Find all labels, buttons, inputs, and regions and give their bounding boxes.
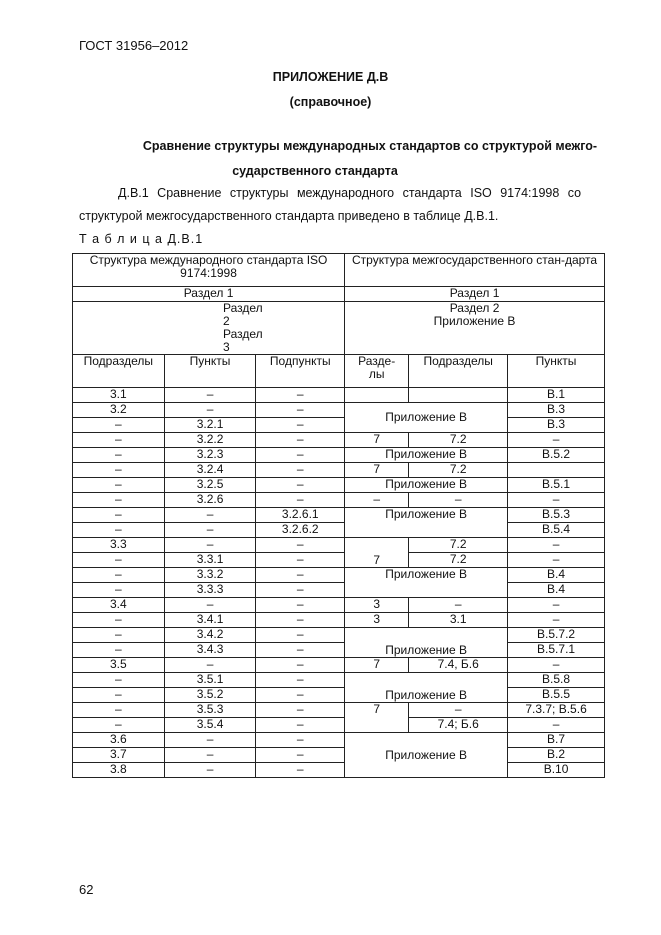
cell: –	[73, 553, 165, 568]
cell: –	[256, 583, 345, 598]
cell: –	[164, 733, 256, 748]
cell: 3.5.3	[164, 703, 256, 718]
table-head-row	[73, 302, 605, 355]
cell: –	[256, 733, 345, 748]
cell: –	[73, 508, 165, 523]
cell: Приложение В	[345, 403, 508, 433]
table-head-row	[73, 287, 605, 302]
table-row	[73, 388, 605, 403]
table-row	[73, 703, 605, 718]
cell: –	[73, 583, 165, 598]
table-row	[73, 538, 605, 553]
table-row	[73, 733, 605, 748]
cell: –	[73, 418, 165, 433]
intl-sections-2-3: Раздел 2 Раздел 3	[73, 302, 345, 355]
cell: 3.5.4	[164, 718, 256, 733]
cell: 3.3	[73, 538, 165, 553]
cell: В.5.4	[508, 523, 605, 538]
cell: Приложение В	[345, 508, 508, 538]
table-row	[73, 418, 605, 433]
cell: –	[256, 763, 345, 778]
table-row	[73, 508, 605, 523]
cell: В.4	[508, 568, 605, 583]
cell: –	[73, 478, 165, 493]
cell: В.5.7.1	[508, 643, 605, 658]
cell: 3.1	[409, 613, 508, 628]
cell: –	[73, 523, 165, 538]
cell: –	[256, 568, 345, 583]
cell: 3.2.4	[164, 463, 256, 478]
table-row	[73, 673, 605, 688]
cell: –	[508, 553, 605, 568]
table-row	[73, 643, 605, 658]
cell: 3.2	[73, 403, 165, 418]
cell: –	[345, 493, 409, 508]
table-row	[73, 403, 605, 418]
cell: 3.2.1	[164, 418, 256, 433]
cell: В.5.7.2	[508, 628, 605, 643]
cell: 3.2.6.2	[256, 523, 345, 538]
table-head-row	[73, 254, 605, 287]
cell: 3.2.5	[164, 478, 256, 493]
cell: Приложение В	[345, 448, 508, 463]
cell: –	[164, 523, 256, 538]
cell: 7.4, Б.6	[409, 658, 508, 673]
cell: –	[73, 493, 165, 508]
cell: –	[164, 508, 256, 523]
appendix-subtitle: (справочное)	[289, 95, 372, 109]
col-points: Пункты	[164, 355, 256, 388]
cell: В.10	[508, 763, 605, 778]
table-row	[73, 613, 605, 628]
cell: –	[508, 718, 605, 733]
cell: В.2	[508, 748, 605, 763]
table-row	[73, 658, 605, 673]
cell: –	[256, 598, 345, 613]
cell: –	[164, 658, 256, 673]
cell: –	[508, 613, 605, 628]
table-row	[73, 628, 605, 643]
cell: В.5.1	[508, 478, 605, 493]
cell: 7	[345, 463, 409, 478]
table-row	[73, 748, 605, 763]
cell: 7.2	[409, 553, 508, 568]
table-row	[73, 448, 605, 463]
cell: Приложение В	[345, 478, 508, 493]
cell: –	[256, 658, 345, 673]
cell: 3.2.2	[164, 433, 256, 448]
cell: Приложение В	[345, 673, 508, 703]
cell: 3.3.1	[164, 553, 256, 568]
cell: 3.5.1	[164, 673, 256, 688]
cell: –	[73, 703, 165, 718]
table-row	[73, 763, 605, 778]
paragraph-line2: структурой межгосударственного стандарта приведено в таблице Д.В.1.	[79, 209, 499, 223]
cell: –	[73, 688, 165, 703]
cell: 3.8	[73, 763, 165, 778]
table-row	[73, 568, 605, 583]
inter-section-2-annex: Раздел 2 Приложение В	[345, 302, 605, 355]
cell: В.7	[508, 733, 605, 748]
cell: 3.5.2	[164, 688, 256, 703]
cell: –	[256, 613, 345, 628]
cell: –	[256, 673, 345, 688]
cell: –	[164, 538, 256, 553]
cell: 7	[345, 658, 409, 673]
cell: В.5.5	[508, 688, 605, 703]
cell: –	[256, 388, 345, 403]
cell: В.3	[508, 418, 605, 433]
cell: 3.7	[73, 748, 165, 763]
section-title-line1: Сравнение структуры международных стандартов со структурой межго-	[142, 139, 598, 153]
comparison-table	[72, 253, 605, 778]
table-row	[73, 688, 605, 703]
table-head-row	[73, 355, 605, 388]
cell: –	[508, 493, 605, 508]
cell: –	[164, 388, 256, 403]
cell: –	[164, 748, 256, 763]
cell: –	[409, 703, 508, 718]
cell: –	[73, 673, 165, 688]
cell: 3.4.3	[164, 643, 256, 658]
col-subpoints: Подпункты	[256, 355, 345, 388]
table-row	[73, 478, 605, 493]
cell: 3	[345, 598, 409, 613]
cell: 7.2	[409, 433, 508, 448]
cell: –	[164, 763, 256, 778]
cell: –	[256, 478, 345, 493]
cell: В.5.8	[508, 673, 605, 688]
cell: –	[256, 403, 345, 418]
paragraph-line1: Д.В.1 Сравнение структуры международного стандарта ISO 9174:1998 со	[118, 186, 582, 200]
table-row	[73, 718, 605, 733]
cell: В.5.2	[508, 448, 605, 463]
cell: 7.2	[409, 463, 508, 478]
cell: 3.6	[73, 733, 165, 748]
table-row	[73, 598, 605, 613]
cell: 7	[345, 433, 409, 448]
cell: –	[256, 448, 345, 463]
cell: 7	[345, 538, 409, 568]
cell: –	[508, 538, 605, 553]
cell: –	[409, 493, 508, 508]
cell: –	[256, 688, 345, 703]
cell	[508, 463, 605, 478]
cell: –	[256, 493, 345, 508]
cell: 7.3.7; В.5.6	[508, 703, 605, 718]
cell: –	[256, 643, 345, 658]
cell: –	[409, 598, 508, 613]
cell: –	[256, 628, 345, 643]
cell: 3.2.6.1	[256, 508, 345, 523]
inter-section-1: Раздел 1	[345, 287, 605, 302]
cell: –	[73, 643, 165, 658]
cell: Приложение В	[345, 568, 508, 598]
cell: –	[73, 433, 165, 448]
cell: 3.2.3	[164, 448, 256, 463]
table-row	[73, 553, 605, 568]
cell: –	[73, 568, 165, 583]
col-sections: Разде-лы	[345, 355, 409, 388]
page-number: 62	[79, 882, 94, 897]
cell: 3.4.2	[164, 628, 256, 643]
cell: –	[164, 598, 256, 613]
header-interstate-structure: Структура межгосударственного стан-дарта	[345, 254, 605, 287]
cell	[409, 388, 508, 403]
cell: В.5.3	[508, 508, 605, 523]
col-inter-subsections: Подразделы	[409, 355, 508, 388]
cell: 7.4; Б.6	[409, 718, 508, 733]
cell: –	[508, 433, 605, 448]
cell: 3.4	[73, 598, 165, 613]
cell: В.1	[508, 388, 605, 403]
cell: –	[73, 718, 165, 733]
table-caption: Т а б л и ц а Д.В.1	[79, 232, 204, 246]
cell: 3.3.2	[164, 568, 256, 583]
document-code: ГОСТ 31956–2012	[79, 38, 189, 53]
cell: 3.4.1	[164, 613, 256, 628]
cell: –	[73, 628, 165, 643]
cell: –	[256, 463, 345, 478]
cell	[345, 388, 409, 403]
cell: –	[508, 658, 605, 673]
table-row	[73, 583, 605, 598]
section-title-line2: сударственного стандарта	[232, 164, 398, 178]
cell: –	[256, 718, 345, 733]
cell: Приложение В	[345, 733, 508, 778]
appendix-title: ПРИЛОЖЕНИЕ Д.В	[272, 70, 389, 84]
table-row	[73, 493, 605, 508]
cell: 3.3.3	[164, 583, 256, 598]
intl-section-1: Раздел 1	[73, 287, 345, 302]
cell: –	[256, 433, 345, 448]
cell: 7	[345, 703, 409, 733]
table-row	[73, 433, 605, 448]
cell: –	[256, 748, 345, 763]
cell: –	[508, 598, 605, 613]
table-row	[73, 463, 605, 478]
header-intl-structure: Структура международного стандарта ISO 9174:1998	[73, 254, 345, 287]
cell: –	[164, 403, 256, 418]
cell: –	[256, 418, 345, 433]
cell: –	[73, 613, 165, 628]
cell: –	[256, 553, 345, 568]
cell: В.4	[508, 583, 605, 598]
cell: –	[73, 448, 165, 463]
cell: 3	[345, 613, 409, 628]
cell: 3.1	[73, 388, 165, 403]
table-row	[73, 523, 605, 538]
cell: В.3	[508, 403, 605, 418]
col-inter-points: Пункты	[508, 355, 605, 388]
cell: –	[73, 463, 165, 478]
col-subsections: Подразделы	[73, 355, 165, 388]
cell: –	[256, 538, 345, 553]
cell: 7.2	[409, 538, 508, 553]
cell: 3.5	[73, 658, 165, 673]
cell: 3.2.6	[164, 493, 256, 508]
cell: –	[256, 703, 345, 718]
cell: Приложение В	[345, 628, 508, 658]
